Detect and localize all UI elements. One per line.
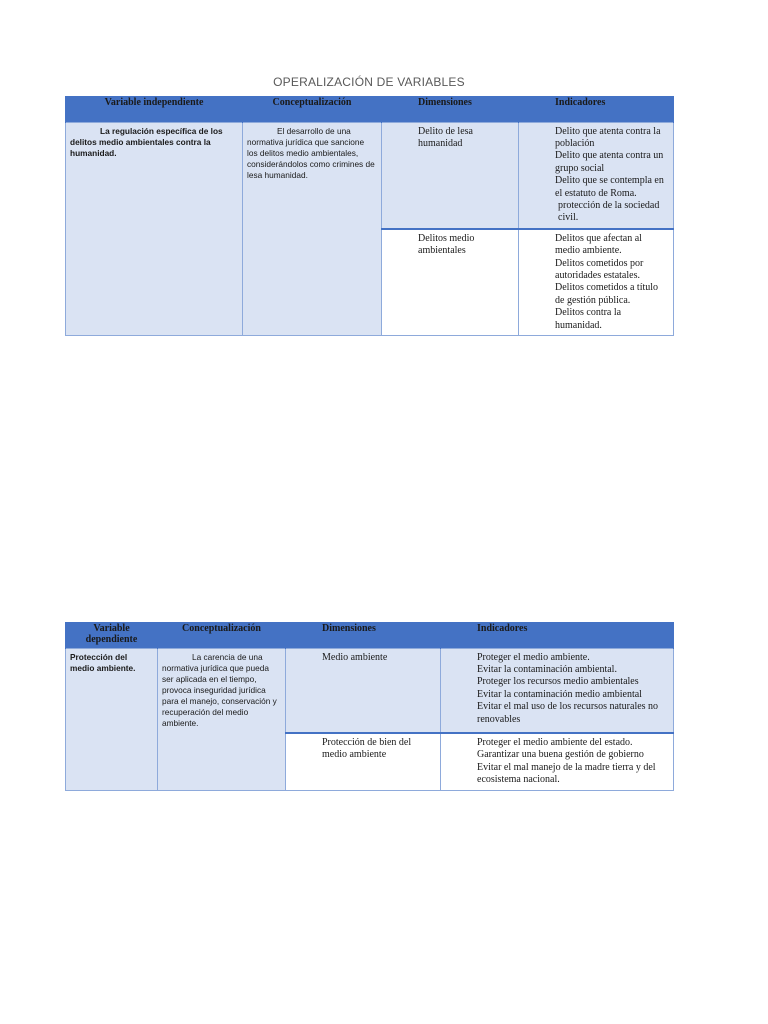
- header-dimensions: Dimensiones: [382, 96, 519, 122]
- page-title: OPERALIZACIÓN DE VARIABLES: [273, 75, 465, 89]
- header-indicators: Indicadores: [519, 96, 674, 122]
- header-indicators: Indicadores: [441, 622, 674, 648]
- header-conceptualization: Conceptualización: [158, 622, 286, 648]
- indicators-cell: [441, 648, 674, 733]
- indicator-item: Delitos contra la humanidad.: [555, 307, 622, 331]
- indicator-item: protección de la sociedad civil.: [558, 199, 660, 224]
- dimension-cell: Medio ambiente: [286, 648, 441, 733]
- indicators-cell: [519, 229, 674, 336]
- operationalization-table-independent: [65, 96, 674, 336]
- indicator-item: Evitar el mal manejo de la madre tierra y del ecosistema nacional.: [477, 761, 656, 786]
- indicator-item: Proteger los recursos medio ambientales: [477, 676, 639, 688]
- indicator-item: Proteger el medio ambiente del estado.: [477, 737, 633, 748]
- conceptualization-cell: La carencia de una normativa jurídica que pueda ser aplicada en el tiempo, provoca inseguridad jurídica para el manejo, conservación y recuperación del medio ambiente.: [158, 648, 286, 790]
- indicators-cell: [519, 122, 674, 229]
- dimension-cell: Delitos medio ambientales: [382, 229, 519, 336]
- indicator-item: Delitos cometidos por autoridades estatales.: [555, 257, 644, 281]
- indicator-item: Proteger el medio ambiente.: [477, 651, 590, 663]
- variable-cell: La regulación específica de los delitos medio ambientales contra la humanidad.: [66, 122, 243, 336]
- conceptualization-cell: El desarrollo de una normativa jurídica que sancione los delitos medio ambientales, considerándolos como crimines de lesa humanidad.: [243, 122, 382, 336]
- dimension-cell: Delito de lesa humanidad: [382, 122, 519, 229]
- indicator-item: Delito que atenta contra un grupo social: [555, 150, 664, 174]
- indicator-item: Garantizar una buena gestión de gobierno: [477, 749, 644, 761]
- indicator-item: Delito que atenta contra la población: [555, 125, 661, 149]
- indicators-cell: [441, 733, 674, 790]
- indicator-item: Evitar el mal uso de los recursos naturales no renovables: [477, 701, 659, 725]
- dimension-cell: Protección de bien del medio ambiente: [286, 733, 441, 790]
- indicator-item: Delitos que afectan al medio ambiente.: [555, 232, 642, 257]
- indicator-item: Delitos cometidos a título de gestión pública.: [555, 282, 659, 306]
- table-row: [66, 648, 674, 733]
- header-variable: Variable independiente: [66, 96, 243, 122]
- table-row: [66, 122, 674, 229]
- indicator-item: Delito que se contempla en el estatuto de Roma.: [555, 175, 664, 199]
- indicator-item: Evitar la contaminación medio ambiental: [477, 688, 642, 700]
- header-dimensions: Dimensiones: [286, 622, 441, 648]
- operationalization-table-dependent: [65, 622, 674, 791]
- header-variable: Variable dependiente: [66, 622, 158, 648]
- header-row: [66, 622, 674, 648]
- header-conceptualization: Conceptualización: [243, 96, 382, 122]
- header-row: [66, 96, 674, 122]
- variable-cell: Protección del medio ambiente.: [66, 648, 158, 790]
- indicator-item: Evitar la contaminación ambiental.: [477, 663, 617, 675]
